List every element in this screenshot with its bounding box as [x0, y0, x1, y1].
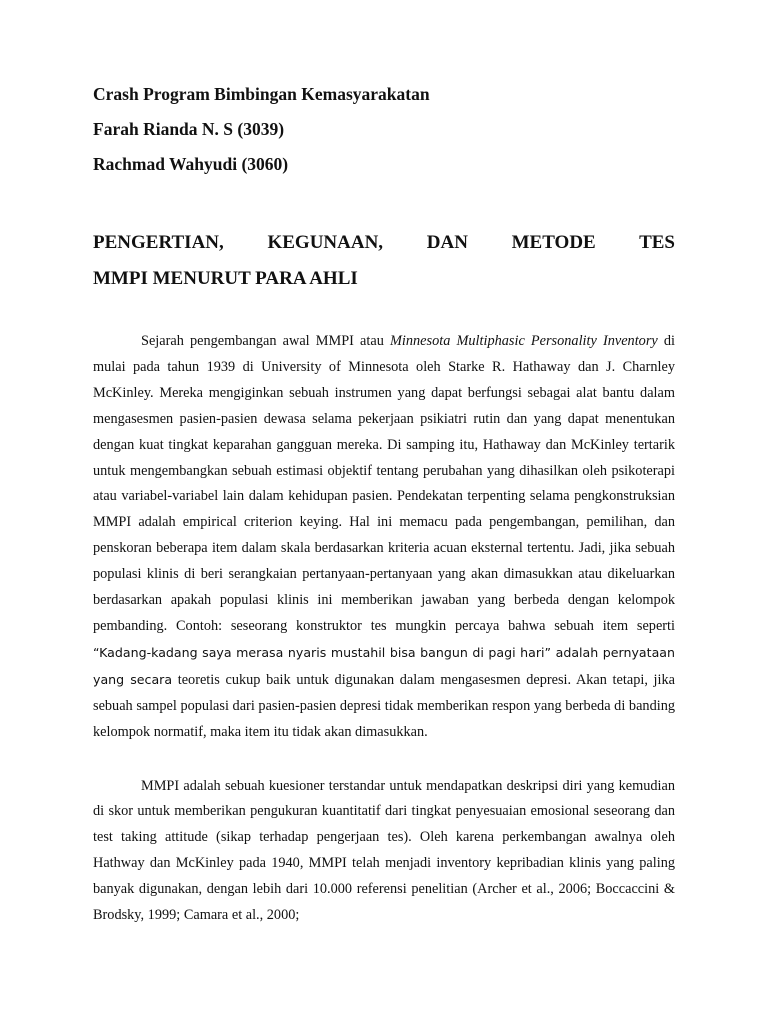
- mmpi-full-name: Minnesota Multiphasic Personality Inventory: [390, 333, 658, 349]
- paragraph-definition: MMPI adalah sebuah kuesioner terstandar untuk mendapatkan deskripsi diri yang kemudian di skor untuk memberikan pengukuran kuantitatif dari tingkat penyesuaian emosional seseorang dan test taking attitude (sikap terhadap pengerjaan tes). Oleh karena perkembangan awalnya oleh Hathway dan McKinley pada 1940, MMPI telah menjadi inventory kepribadian klinis yang paling banyak digunakan, dengan lebih dari 10.000 referensi penelitian (Archer et al., 2006; Boccaccini & Brodsky, 1999; Camara et al., 2000;: [93, 777, 675, 924]
- paragraph-history-body: di mulai pada tahun 1939 di University of Minnesota oleh Starke R. Hathaway dan J. Charnley McKinley. Mereka mengiginkan sebuah instrumen yang dapat berfungsi sebagai alat bantu dalam mengasesmen pasien-pasien dewasa selama pekerjaan psikiatri rutin dan yang dapat menentukan dengan kuat tingkat keparahan gangguan mereka. Di samping itu, Hathaway dan McKinley tertarik untuk mengembangkan sebuah estimasi objektif tentang perubahan yang dihasilkan oleh psikoterapi atau variabel-variabel lain dalam kehidupan pasien. Pendekatan terpenting selama pengkonstruksian MMPI adalah empirical criterion keying. Hal ini memacu pada pengembangan, pemilihan, dan penskoran beberapa item dalam skala berdasarkan kriteria acuan eksternal tertentu. Jadi, jika sebuah populasi klinis di beri serangkaian pertanyaan-pertanyaan yang akan dimasukkan atau dikeluarkan berdasarkan apakah populasi klinis ini memberikan jawaban yang berbeda dengan kelompok pembanding. Contoh: seseorang konstruktor tes mungkin percaya bahwa sebuah item seperti: [93, 333, 675, 634]
- paragraph-history-intro: Sejarah pengembangan awal MMPI atau: [141, 333, 390, 349]
- document-page: [93, 84, 675, 929]
- program-title: Crash Program Bimbingan Kemasyarakatan: [93, 84, 430, 104]
- paragraph-history-tail: teoretis cukup baik untuk digunakan dalam mengasesmen depresi. Akan tetapi, jika sebuah sampel populasi dari pasien-pasien depresi tidak memberikan respon yang berbeda di banding kelompok normatif, maka item itu tidak akan dimasukkan.: [93, 671, 675, 740]
- paragraph-history: [93, 329, 675, 746]
- example-item-quote: “Kadang-kadang saya merasa nyaris mustahil bisa bangun di pagi hari” adalah pernyataan yang secara: [93, 644, 675, 687]
- title-line-2: MMPI MENURUT PARA AHLI: [93, 268, 358, 289]
- title-line-1: PENGERTIAN, KEGUNAAN, DAN METODE TES: [93, 232, 675, 253]
- author-1: Farah Rianda N. S (3039): [93, 119, 285, 139]
- author-2: Rachmad Wahyudi (3060): [93, 154, 289, 174]
- document-title: [93, 225, 675, 297]
